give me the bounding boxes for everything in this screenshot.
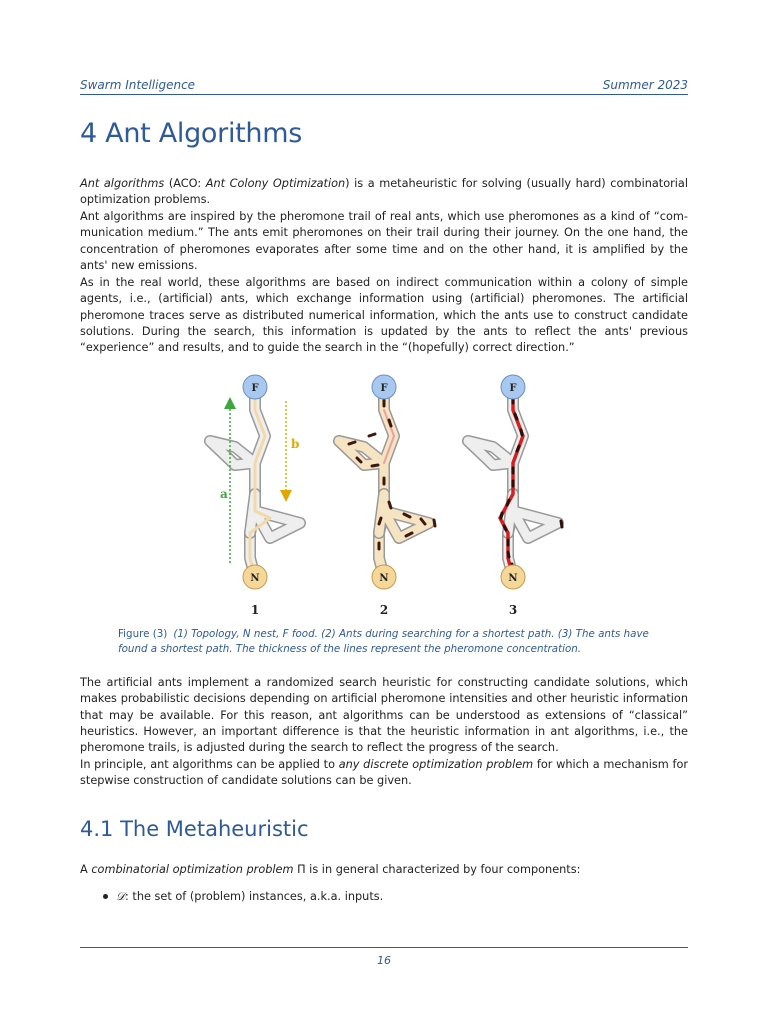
- intro-p1-part-a: (ACO:: [164, 177, 206, 190]
- p6-part-a: A: [80, 863, 92, 876]
- figure-drawing: [180, 368, 580, 623]
- intro-p1-part-b: ) is a metaheuristic for solving (usually hard) combinatorial optimization problems.: [80, 177, 688, 207]
- panel-2: [339, 375, 435, 617]
- intro-paragraph-1: [80, 176, 688, 209]
- p6-part-b: is in general characterized by four components:: [305, 863, 581, 876]
- metaheuristic-paragraph: [80, 862, 688, 878]
- intro-paragraph-3: As in the real world, these algorithms are based on indirect communication within a colony of simple agents, i.e., (artificial) ants, which exchange information using (artificial) pheromones. The artificial pheromone traces serve as distributed numerical information, which the ants use to construct candidate solutions. During the search, this information is updated by the ants to reflect the ants' previous “experience” and results, and to guide the search in the “(hopefully) correct direction.”: [80, 276, 688, 355]
- nest-node-label: N: [379, 573, 389, 584]
- nest-node-label: N: [250, 573, 260, 584]
- symbol-pi: Π: [293, 863, 306, 876]
- bullet-icon: [103, 894, 108, 899]
- food-node-label: F: [509, 383, 517, 394]
- subsection-title: 4.1 The Metaheuristic: [80, 817, 309, 841]
- symbol-d: 𝒟: [116, 890, 126, 903]
- section-title: 4 Ant Algorithms: [80, 118, 303, 149]
- body-paragraph-1: The artificial ants implement a randomized search heuristic for constructing candidate solutions, which makes probabilistic decisions depending on artificial pheromone intensities and other heuristic information that may be available. For this reason, ant algorithms can be understood as extensions of “classical” heuristics. However, an important difference is that the heuristic information in ant algorithms, i.e., the pheromone trails, is adjusted during the search to reflect the progress of the search.: [80, 676, 688, 755]
- panel-label-1: 1: [250, 603, 260, 617]
- food-node-label: F: [251, 383, 259, 394]
- page-number: 16: [377, 954, 391, 967]
- nest-node-label: N: [508, 573, 518, 584]
- panel-1: [210, 375, 300, 617]
- panel-label-3: 3: [508, 603, 518, 617]
- term-aco: Ant Colony Optimization: [205, 177, 346, 190]
- body-paragraph-2: [80, 757, 688, 790]
- body-p5-part-b: for which a mechanism for stepwise construction of candidate solutions can be given.: [80, 758, 689, 788]
- running-header: [80, 76, 688, 95]
- term-cop: combinatorial optimization problem: [91, 863, 294, 876]
- term-ant-algorithms: Ant algorithms: [80, 177, 165, 190]
- arrow-b-label: b: [291, 437, 300, 451]
- header-course: Swarm Intelligence: [80, 78, 196, 92]
- figure-caption: [118, 627, 658, 657]
- header-term: Summer 2023: [602, 78, 688, 92]
- arrow-a-label: a: [220, 487, 228, 501]
- term-discrete-problem: any discrete optimization problem: [338, 758, 534, 771]
- panel-3: [468, 375, 562, 617]
- list-item: [103, 889, 383, 905]
- bullet-text: : the set of (problem) instances, a.k.a. inputs.: [125, 890, 384, 903]
- ant-path-figure: [180, 368, 580, 623]
- intro-paragraph-2: Ant algorithms are inspired by the pheromone trail of real ants, which use pheromones as a kind of “com-munication medium.” The ants emit pheromones on their trail during their journey. On the one hand, the concentration of pheromones evaporates after some time and on the other hand, it is amplified by the ants' new emissions.: [80, 210, 688, 272]
- page-footer: [80, 947, 688, 967]
- figure-caption-text: (1) Topology, N nest, F food. (2) Ants during searching for a shortest path. (3) The ants have found a shortest path. The thickness of the lines represent the pheromone concentration.: [118, 628, 649, 655]
- panel-label-2: 2: [379, 603, 389, 617]
- figure-caption-label: Figure (3): [118, 628, 168, 640]
- food-node-label: F: [380, 383, 388, 394]
- body-p5-part-a: In principle, ant algorithms can be applied to: [80, 758, 339, 771]
